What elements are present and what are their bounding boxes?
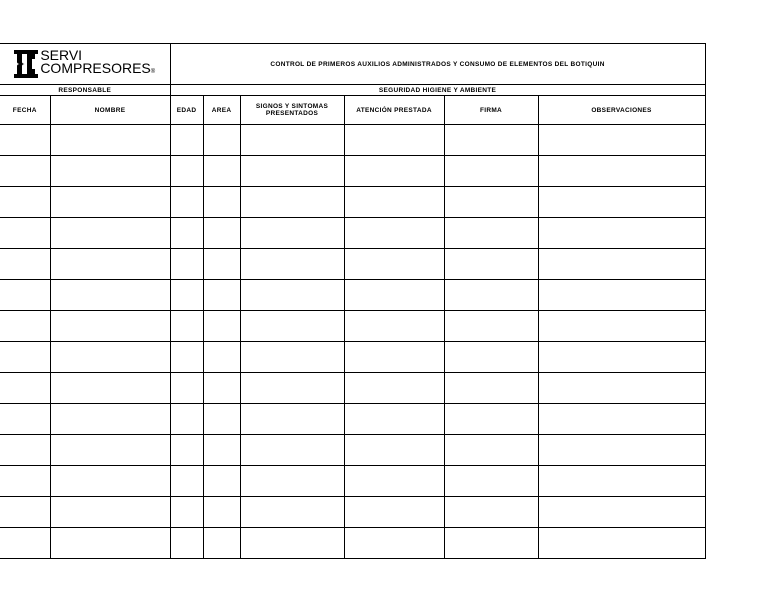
cell-observaciones[interactable] (538, 497, 705, 528)
cell-area[interactable] (203, 249, 240, 280)
cell-observaciones[interactable] (538, 218, 705, 249)
table-row (0, 280, 705, 311)
cell-nombre[interactable] (50, 125, 170, 156)
cell-fecha[interactable] (0, 435, 50, 466)
cell-atencion[interactable] (344, 249, 444, 280)
cell-fecha[interactable] (0, 249, 50, 280)
form-table (0, 43, 706, 559)
cell-firma[interactable] (444, 404, 538, 435)
cell-atencion[interactable] (344, 435, 444, 466)
cell-firma[interactable] (444, 280, 538, 311)
cell-fecha[interactable] (0, 466, 50, 497)
cell-signos[interactable] (240, 528, 344, 559)
cell-edad[interactable] (170, 404, 203, 435)
cell-signos[interactable] (240, 497, 344, 528)
column-header-edad: EDAD (170, 96, 203, 125)
logo-line-1: SERVI (40, 47, 83, 63)
cell-edad[interactable] (170, 342, 203, 373)
column-header-fecha: FECHA (0, 96, 50, 125)
cell-nombre[interactable] (50, 404, 170, 435)
cell-signos[interactable] (240, 404, 344, 435)
cell-signos[interactable] (240, 280, 344, 311)
cell-observaciones[interactable] (538, 373, 705, 404)
cell-signos[interactable] (240, 466, 344, 497)
cell-edad[interactable] (170, 466, 203, 497)
cell-fecha[interactable] (0, 342, 50, 373)
column-header-area: AREA (203, 96, 240, 125)
table-row (0, 156, 705, 187)
cell-edad[interactable] (170, 528, 203, 559)
cell-atencion[interactable] (344, 497, 444, 528)
cell-observaciones[interactable] (538, 528, 705, 559)
cell-nombre[interactable] (50, 466, 170, 497)
cell-area[interactable] (203, 435, 240, 466)
column-header-firma: FIRMA (444, 96, 538, 125)
cell-atencion[interactable] (344, 280, 444, 311)
cell-signos[interactable] (240, 187, 344, 218)
cell-nombre[interactable] (50, 497, 170, 528)
table-row (0, 342, 705, 373)
cell-firma[interactable] (444, 311, 538, 342)
table-row (0, 311, 705, 342)
cell-signos[interactable] (240, 342, 344, 373)
cell-fecha[interactable] (0, 528, 50, 559)
cell-edad[interactable] (170, 187, 203, 218)
cell-nombre[interactable] (50, 249, 170, 280)
cell-firma[interactable] (444, 249, 538, 280)
cell-observaciones[interactable] (538, 187, 705, 218)
cell-firma[interactable] (444, 435, 538, 466)
cell-atencion[interactable] (344, 404, 444, 435)
column-header-atencion: ATENCIÓN PRESTADA (344, 96, 444, 125)
cell-atencion[interactable] (344, 342, 444, 373)
cell-edad[interactable] (170, 311, 203, 342)
cell-edad[interactable] (170, 497, 203, 528)
cell-atencion[interactable] (344, 528, 444, 559)
cell-observaciones[interactable] (538, 342, 705, 373)
cell-firma[interactable] (444, 187, 538, 218)
column-header-signos: SIGNOS Y SINTOMAS PRESENTADOS (240, 96, 344, 125)
cell-atencion[interactable] (344, 466, 444, 497)
cell-edad[interactable] (170, 249, 203, 280)
table-row (0, 125, 705, 156)
cell-area[interactable] (203, 404, 240, 435)
cell-nombre[interactable] (50, 218, 170, 249)
cell-observaciones[interactable] (538, 466, 705, 497)
cell-atencion[interactable] (344, 311, 444, 342)
cell-nombre[interactable] (50, 342, 170, 373)
cell-observaciones[interactable] (538, 125, 705, 156)
cell-nombre[interactable] (50, 280, 170, 311)
cell-edad[interactable] (170, 373, 203, 404)
cell-atencion[interactable] (344, 125, 444, 156)
registered-mark: ® (150, 69, 156, 75)
cell-area[interactable] (203, 342, 240, 373)
cell-nombre[interactable] (50, 435, 170, 466)
cell-signos[interactable] (240, 311, 344, 342)
cell-edad[interactable] (170, 435, 203, 466)
column-header-observaciones: OBSERVACIONES (538, 96, 705, 125)
cell-firma[interactable] (444, 125, 538, 156)
cell-atencion[interactable] (344, 218, 444, 249)
table-row (0, 435, 705, 466)
column-header-nombre: NOMBRE (50, 96, 170, 125)
cell-firma[interactable] (444, 218, 538, 249)
table-row (0, 373, 705, 404)
cell-signos[interactable] (240, 125, 344, 156)
cell-nombre[interactable] (50, 156, 170, 187)
cell-edad[interactable] (170, 156, 203, 187)
cell-signos[interactable] (240, 373, 344, 404)
cell-atencion[interactable] (344, 156, 444, 187)
table-row (0, 187, 705, 218)
logo-line-2: COMPRESORES (40, 60, 151, 76)
table-row (0, 466, 705, 497)
cell-observaciones[interactable] (538, 249, 705, 280)
cell-area[interactable] (203, 497, 240, 528)
cell-firma[interactable] (444, 156, 538, 187)
table-row (0, 528, 705, 559)
cell-observaciones[interactable] (538, 311, 705, 342)
cell-firma[interactable] (444, 528, 538, 559)
cell-area[interactable] (203, 280, 240, 311)
cell-atencion[interactable] (344, 373, 444, 404)
cell-fecha[interactable] (0, 280, 50, 311)
cell-edad[interactable] (170, 280, 203, 311)
cell-area[interactable] (203, 466, 240, 497)
cell-signos[interactable] (240, 435, 344, 466)
cell-nombre[interactable] (50, 528, 170, 559)
cell-area[interactable] (203, 373, 240, 404)
cell-fecha[interactable] (0, 373, 50, 404)
cell-fecha[interactable] (0, 218, 50, 249)
cell-fecha[interactable] (0, 156, 50, 187)
cell-firma[interactable] (444, 342, 538, 373)
cell-firma[interactable] (444, 497, 538, 528)
cell-area[interactable] (203, 125, 240, 156)
company-logo (0, 44, 170, 85)
cell-observaciones[interactable] (538, 404, 705, 435)
cell-fecha[interactable] (0, 187, 50, 218)
cell-fecha[interactable] (0, 404, 50, 435)
table-row (0, 497, 705, 528)
form-title: CONTROL DE PRIMEROS AUXILIOS ADMINISTRADOS Y CONSUMO DE ELEMENTOS DEL BOTIQUIN (170, 44, 705, 85)
cell-nombre[interactable] (50, 373, 170, 404)
servicompresores-logo-icon (14, 50, 38, 78)
first-aid-control-form (0, 43, 705, 559)
cell-atencion[interactable] (344, 187, 444, 218)
cell-signos[interactable] (240, 156, 344, 187)
cell-nombre[interactable] (50, 311, 170, 342)
cell-observaciones[interactable] (538, 156, 705, 187)
cell-area[interactable] (203, 187, 240, 218)
responsable-label: RESPONSABLE (0, 85, 170, 96)
cell-area[interactable] (203, 528, 240, 559)
cell-nombre[interactable] (50, 187, 170, 218)
cell-fecha[interactable] (0, 125, 50, 156)
cell-signos[interactable] (240, 249, 344, 280)
cell-area[interactable] (203, 311, 240, 342)
cell-area[interactable] (203, 156, 240, 187)
cell-signos[interactable] (240, 218, 344, 249)
cell-observaciones[interactable] (538, 280, 705, 311)
table-row (0, 404, 705, 435)
cell-edad[interactable] (170, 218, 203, 249)
cell-area[interactable] (203, 218, 240, 249)
department-name: SEGURIDAD HIGIENE Y AMBIENTE (170, 85, 705, 96)
cell-firma[interactable] (444, 373, 538, 404)
cell-firma[interactable] (444, 466, 538, 497)
cell-edad[interactable] (170, 125, 203, 156)
table-row (0, 249, 705, 280)
table-row (0, 218, 705, 249)
cell-observaciones[interactable] (538, 435, 705, 466)
cell-fecha[interactable] (0, 311, 50, 342)
cell-fecha[interactable] (0, 497, 50, 528)
